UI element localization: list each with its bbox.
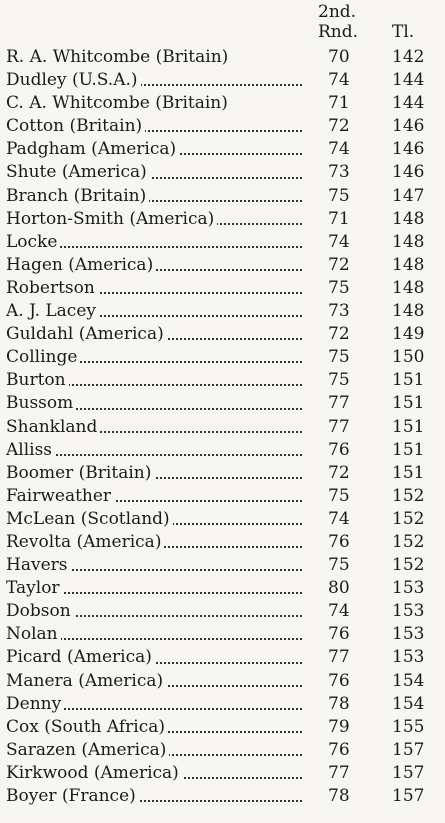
player-name-text: Shute (America): [6, 162, 150, 182]
second-round-score: 75: [328, 370, 350, 391]
dot-leader: [12, 454, 302, 456]
total-score: 147: [392, 185, 425, 206]
total-score: 152: [392, 555, 425, 576]
result-row: [0, 670, 445, 693]
result-row: [0, 92, 445, 115]
total-score: 149: [392, 324, 425, 345]
player-name: [6, 785, 306, 808]
total-score: 148: [392, 301, 425, 322]
second-round-score: 72: [328, 254, 350, 275]
second-round-score: 79: [328, 716, 350, 737]
player-name: [6, 554, 306, 577]
second-round-score: 75: [328, 185, 350, 206]
result-row: [0, 138, 445, 161]
result-row: [0, 161, 445, 184]
player-name-text: Robertson: [6, 278, 98, 298]
player-name-text: Bussom: [6, 393, 76, 413]
round-header: Rnd.: [318, 22, 359, 42]
result-row: [0, 46, 445, 69]
second-round-score: 77: [328, 393, 350, 414]
player-name-text: Horton-Smith (America): [6, 209, 217, 229]
player-name: [6, 623, 306, 646]
player-name-text: McLean (Scotland): [6, 509, 173, 529]
player-name: [6, 646, 306, 669]
player-name: [6, 762, 306, 785]
second-round-score: 76: [328, 439, 350, 460]
player-name-text: Denny: [6, 694, 64, 714]
second-round-score: 73: [328, 162, 350, 183]
result-row: [0, 69, 445, 92]
player-name-text: Dobson: [6, 601, 74, 621]
second-round-score: 78: [328, 693, 350, 714]
second-round-score: 74: [328, 231, 350, 252]
player-name: [6, 416, 306, 439]
player-name: [6, 300, 306, 323]
player-name: [6, 254, 306, 277]
player-name-text: Havers: [6, 555, 70, 575]
player-name-text: Kirkwood (America): [6, 763, 182, 783]
player-name: [6, 739, 306, 762]
second-round-score: 76: [328, 531, 350, 552]
total-score: 148: [392, 208, 425, 229]
player-name-text: Sarazen (America): [6, 740, 169, 760]
second-round-score: 73: [328, 301, 350, 322]
second-round-score: 70: [328, 47, 350, 67]
player-name: [6, 208, 306, 231]
result-row: [0, 693, 445, 716]
total-score: 153: [392, 647, 425, 668]
result-row: [0, 115, 445, 138]
player-name: [6, 69, 306, 92]
player-name: [6, 600, 306, 623]
player-name: [6, 231, 306, 254]
second-round-score: 71: [328, 93, 350, 114]
second-round-score: 77: [328, 647, 350, 668]
result-row: [0, 346, 445, 369]
player-name-text: Dudley (U.S.A.): [6, 70, 141, 90]
player-name: [6, 46, 306, 69]
result-row: [0, 185, 445, 208]
player-name-text: Guldahl (America): [6, 324, 167, 344]
player-name: [6, 161, 306, 184]
total-score: 154: [392, 693, 425, 714]
player-name-text: Fairweather: [6, 486, 114, 506]
player-name-text: Hagen (America): [6, 255, 156, 275]
player-name: [6, 577, 306, 600]
player-name-text: Locke: [6, 232, 60, 252]
total-score: 151: [392, 416, 425, 437]
player-name-text: Collinge: [6, 347, 80, 367]
round-header-top: 2nd.: [318, 2, 357, 22]
player-name-text: Boyer (France): [6, 786, 139, 806]
total-score: 144: [392, 93, 425, 114]
player-name: [6, 508, 306, 531]
second-round-score: 72: [328, 462, 350, 483]
total-score: 146: [392, 116, 425, 137]
player-name: [6, 277, 306, 300]
total-score: 157: [392, 762, 425, 783]
result-row: [0, 554, 445, 577]
result-row: [0, 485, 445, 508]
result-row: [0, 739, 445, 762]
second-round-score: 74: [328, 508, 350, 529]
second-round-score: 75: [328, 277, 350, 298]
total-score: 157: [392, 739, 425, 760]
second-round-score: 77: [328, 416, 350, 437]
result-row: [0, 785, 445, 808]
total-score: 152: [392, 531, 425, 552]
result-row: [0, 439, 445, 462]
player-name: [6, 185, 306, 208]
player-name-text: Padgham (America): [6, 139, 179, 159]
second-round-score: 72: [328, 116, 350, 137]
second-round-score: 76: [328, 624, 350, 645]
player-name: [6, 138, 306, 161]
player-name-text: Boomer (Britain): [6, 463, 154, 483]
player-name-text: R. A. Whitcombe (Britain): [6, 47, 231, 67]
player-name-text: A. J. Lacey: [6, 301, 99, 321]
second-round-score: 75: [328, 485, 350, 506]
player-name-text: Cox (South Africa): [6, 717, 168, 737]
result-row: [0, 392, 445, 415]
result-row: [0, 416, 445, 439]
result-row: [0, 323, 445, 346]
second-round-score: 74: [328, 601, 350, 622]
player-name: [6, 369, 306, 392]
result-row: [0, 369, 445, 392]
player-name: [6, 346, 306, 369]
total-score: 153: [392, 601, 425, 622]
total-score: 148: [392, 231, 425, 252]
player-name-text: Nolan: [6, 624, 61, 644]
player-name-text: Revolta (America): [6, 532, 164, 552]
total-score: 142: [392, 47, 425, 67]
second-round-score: 78: [328, 786, 350, 806]
second-round-score: 77: [328, 762, 350, 783]
second-round-score: 74: [328, 139, 350, 160]
total-score: 153: [392, 624, 425, 645]
result-row: [0, 646, 445, 669]
second-round-score: 74: [328, 70, 350, 91]
result-row: [0, 231, 445, 254]
player-name-text: Taylor: [6, 578, 63, 598]
result-row: [0, 254, 445, 277]
player-name: [6, 462, 306, 485]
total-score: 151: [392, 462, 425, 483]
result-row: [0, 531, 445, 554]
player-name: [6, 439, 306, 462]
second-round-score: 76: [328, 670, 350, 691]
player-name: [6, 693, 306, 716]
player-name: [6, 485, 306, 508]
second-round-score: 75: [328, 347, 350, 368]
result-row: [0, 623, 445, 646]
result-row: [0, 577, 445, 600]
second-round-score: 72: [328, 324, 350, 345]
player-name-text: Branch (Britain): [6, 186, 149, 206]
total-score: 152: [392, 485, 425, 506]
result-row: [0, 508, 445, 531]
total-score: 151: [392, 439, 425, 460]
player-name: [6, 92, 306, 115]
total-score: 154: [392, 670, 425, 691]
player-name: [6, 323, 306, 346]
player-name: [6, 670, 306, 693]
player-name-text: Cotton (Britain): [6, 116, 145, 136]
player-name-text: Picard (America): [6, 647, 155, 667]
player-name: [6, 531, 306, 554]
player-name-text: Alliss: [6, 440, 55, 460]
total-score: 148: [392, 254, 425, 275]
total-score: 151: [392, 370, 425, 391]
total-header: Tl.: [392, 22, 415, 42]
total-score: 148: [392, 277, 425, 298]
player-name: [6, 392, 306, 415]
player-name: [6, 716, 306, 739]
result-row: [0, 208, 445, 231]
second-round-score: 75: [328, 555, 350, 576]
results-list: [0, 46, 445, 808]
result-row: [0, 277, 445, 300]
total-score: 153: [392, 578, 425, 599]
player-name: [6, 115, 306, 138]
result-row: [0, 462, 445, 485]
total-score: 155: [392, 716, 425, 737]
total-score: 157: [392, 786, 425, 806]
result-row: [0, 762, 445, 785]
total-score: 146: [392, 139, 425, 160]
result-row: [0, 600, 445, 623]
total-score: 150: [392, 347, 425, 368]
total-score: 146: [392, 162, 425, 183]
result-row: [0, 716, 445, 739]
result-row: [0, 300, 445, 323]
player-name-text: Burton: [6, 370, 69, 390]
second-round-score: 80: [328, 578, 350, 599]
player-name-text: Manera (America): [6, 671, 166, 691]
player-name-text: C. A. Whitcombe (Britain): [6, 93, 231, 113]
total-score: 152: [392, 508, 425, 529]
player-name-text: Shankland: [6, 417, 100, 437]
total-score: 151: [392, 393, 425, 414]
second-round-score: 71: [328, 208, 350, 229]
total-score: 144: [392, 70, 425, 91]
second-round-score: 76: [328, 739, 350, 760]
